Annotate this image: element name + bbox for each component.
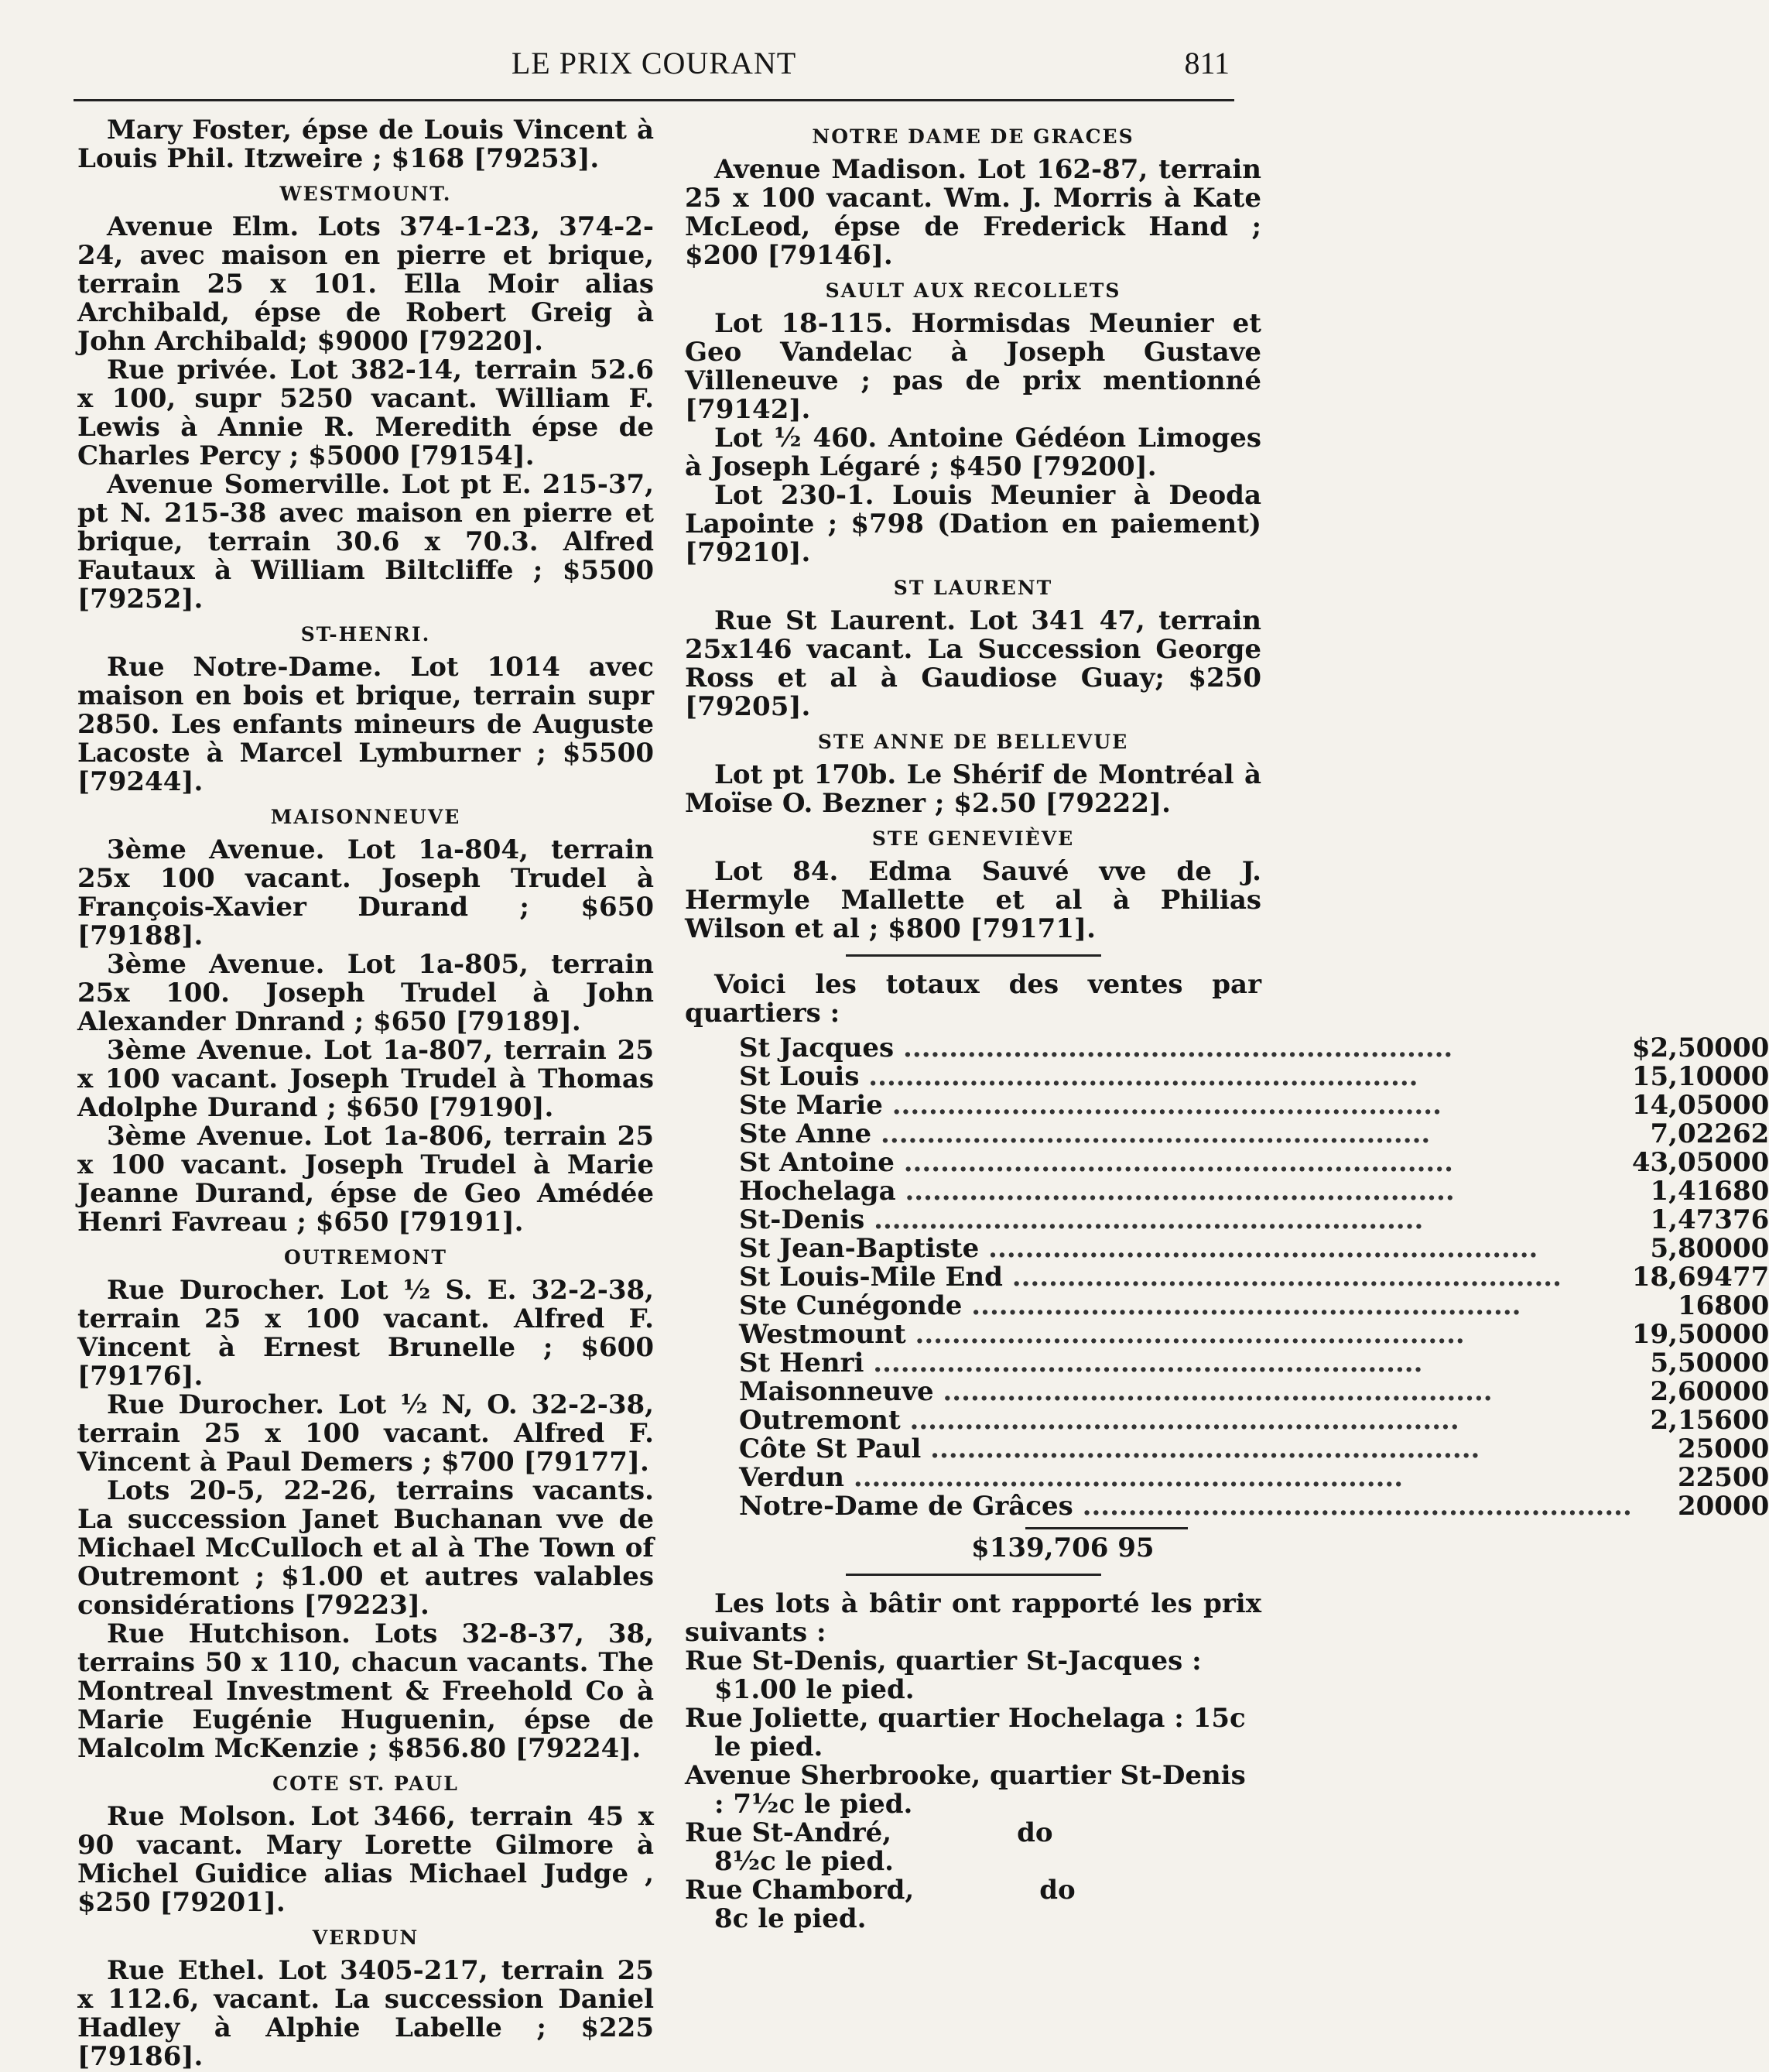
transaction-entry: Rue Durocher. Lot ½ S. E. 32-2-38, terrain 25 x 100 vacant. Alfred F. Vincent à Ernest Brunelle ; $600 [79176].: [77, 1275, 654, 1392]
page-number: 811: [1184, 46, 1230, 80]
ditto-mark: do: [1017, 1817, 1053, 1848]
quarter-cents: 00: [1732, 1033, 1769, 1063]
quarter-name: Hochelaga: [739, 1176, 896, 1207]
totals-row: [739, 1292, 1769, 1320]
leader-dots: ............................................................: [859, 1061, 1418, 1092]
transaction-entry: Mary Foster, épse de Louis Vincent à Louis Phil. Itzweire ; $168 [79253].: [77, 115, 654, 174]
price-per-foot: 8c le pied.: [714, 1903, 867, 1934]
quarter-cents: 80: [1732, 1176, 1769, 1207]
quarter-amount: 7,022: [1650, 1118, 1733, 1149]
transaction-entry: Avenue Elm. Lots 374-1-23, 374-2-24, avec maison en pierre et brique, terrain 25 x 101. Ella Moir alias Archibald, épse de Robert Greig à John Archibald; $9000 [79220].: [77, 211, 654, 357]
totals-row: [739, 1406, 1769, 1435]
transaction-entry: Rue St Laurent. Lot 341 47, terrain 25x146 vacant. La Succession George Ross et al à Gaudiose Guay; $250 [79205].: [685, 605, 1261, 722]
section-divider-2: [846, 1574, 1101, 1576]
section-heading: VERDUN: [312, 1926, 419, 1949]
quarter-cents: 62: [1732, 1118, 1769, 1149]
transaction-entry: Rue Ethel. Lot 3405-217, terrain 25 x 112.6, vacant. La succession Daniel Hadley à Alphie Labelle ; $225 [79186].: [77, 1955, 654, 2072]
leader-dots: ............................................................: [933, 1376, 1493, 1407]
leader-dots: ............................................................: [882, 1090, 1442, 1121]
quarter-name: Ste Marie: [739, 1090, 883, 1121]
quarter-amount: 5,800: [1650, 1233, 1733, 1264]
quarter-name: St Louis-Mile End: [739, 1262, 1003, 1293]
totals-row: [739, 1091, 1769, 1120]
section-heading: NOTRE DAME DE GRACES: [812, 125, 1134, 148]
quarter-name: Ste Cunégonde: [739, 1290, 963, 1321]
quarter-cents: 00: [1732, 1090, 1769, 1121]
right-column: [685, 116, 1769, 1934]
transaction-entry: Rue Hutchison. Lots 32-8-37, 38, terrains 50 x 110, chacun vacants. The Montreal Investment & Freehold Co à Marie Eugénie Huguenin, épse de Malcolm McKenzie ; $856.80 [79224].: [77, 1618, 654, 1764]
section-heading: STE GENEVIÈVE: [871, 827, 1075, 850]
quarter-cents: 00: [1732, 1061, 1769, 1092]
quarter-name: St-Denis: [739, 1204, 865, 1235]
journal-title: LE PRIX COURANT: [511, 46, 797, 80]
totals-row: [739, 1235, 1769, 1263]
transaction-entry: Rue Notre-Dame. Lot 1014 avec maison en bois et brique, terrain supr 2850. Les enfants mineurs de Auguste Lacoste à Marcel Lymburner ; $5500 [79244].: [77, 652, 654, 797]
totals-row: [739, 1435, 1769, 1464]
totals-row: [739, 1177, 1769, 1206]
totals-row: [739, 1263, 1769, 1292]
quarter-amount: $2,500: [1631, 1033, 1733, 1063]
section-heading: OUTREMONT: [284, 1246, 447, 1269]
quarter-name: Outremont: [739, 1405, 901, 1436]
sum-rule: [1025, 1527, 1188, 1529]
quarter-amount: 18,694: [1631, 1262, 1733, 1293]
leader-dots: ............................................................: [979, 1233, 1538, 1264]
leader-dots: ............................................................: [905, 1319, 1465, 1350]
street-text: Rue St-André,: [685, 1817, 892, 1848]
totals-row: [739, 1464, 1769, 1492]
quarter-cents: 00: [1732, 1233, 1769, 1264]
quarter-amount: 2,600: [1650, 1376, 1733, 1407]
quarter-cents: 00: [1732, 1147, 1769, 1178]
totals-row: [739, 1349, 1769, 1378]
quarter-name: Ste Anne: [739, 1118, 872, 1149]
quarter-name: St Jacques: [739, 1033, 895, 1063]
section-heading: SAULT AUX RECOLLETS: [825, 279, 1121, 302]
transaction-entry: 3ème Avenue. Lot 1a-807, terrain 25 x 100 vacant. Joseph Trudel à Thomas Adolphe Durand ; $650 [79190].: [77, 1035, 654, 1123]
quarter-amount: 14,050: [1631, 1090, 1733, 1121]
quarter-name: St Antoine: [739, 1147, 895, 1178]
totals-row: [739, 1492, 1769, 1521]
quarter-name: Verdun: [739, 1462, 845, 1493]
leader-dots: ............................................................: [1073, 1491, 1632, 1522]
transaction-entry: 3ème Avenue. Lot 1a-806, terrain 25 x 100 vacant. Joseph Trudel à Marie Jeanne Durand, épse de Geo Amédée Henri Favreau ; $650 [79191].: [77, 1121, 654, 1238]
section-heading: ST LAURENT: [893, 577, 1053, 599]
lot-price-line: [685, 1704, 1261, 1762]
transaction-entry: Lot pt 170b. Le Shérif de Montréal à Moïse O. Bezner ; $2.50 [79222].: [685, 759, 1261, 819]
transaction-entry: Lot 84. Edma Sauvé vve de J. Hermyle Mallette et al à Philias Wilson et al ; $800 [79171].: [685, 856, 1261, 944]
page-header: [74, 45, 1234, 91]
quarter-cents: 00: [1732, 1433, 1769, 1464]
quarter-cents: 00: [1732, 1319, 1769, 1350]
transaction-entry: Rue privée. Lot 382-14, terrain 52.6 x 100, supr 5250 vacant. William F. Lewis à Annie R. Meredith épse de Charles Percy ; $5000 [79154].: [77, 354, 654, 471]
quarter-cents: 76: [1732, 1204, 1769, 1235]
header-rule: [74, 99, 1234, 101]
leader-dots: ............................................................: [894, 1033, 1453, 1063]
lot-prices: [685, 1590, 1261, 1933]
lot-price-line: [685, 1819, 1261, 1876]
quarter-amount: 168: [1677, 1290, 1733, 1321]
lot-price-line: [685, 1876, 1261, 1933]
section-heading: ST-HENRI.: [300, 623, 431, 646]
totals-row: [739, 1206, 1769, 1235]
lot-price-line: [685, 1647, 1261, 1704]
section-divider: [846, 954, 1101, 957]
leader-dots: ............................................................: [864, 1348, 1423, 1378]
quarter-name: St Henri: [739, 1348, 864, 1378]
transaction-entry: 3ème Avenue. Lot 1a-804, terrain 25x 100 vacant. Joseph Trudel à François-Xavier Durand ; $650 [79188].: [77, 834, 654, 951]
street-text: Rue Chambord,: [685, 1875, 915, 1906]
quarter-amount: 1,416: [1650, 1176, 1733, 1207]
section-heading: STE ANNE DE BELLEVUE: [817, 731, 1129, 753]
leader-dots: ............................................................: [900, 1405, 1459, 1436]
leader-dots: ............................................................: [1002, 1262, 1562, 1293]
transaction-entry: Lot 230-1. Louis Meunier à Deoda Lapointe ; $798 (Dation en paiement) [79210].: [685, 480, 1261, 568]
quarter-cents: 00: [1732, 1491, 1769, 1522]
quarter-cents: 00: [1732, 1405, 1769, 1436]
quarter-cents: 00: [1732, 1290, 1769, 1321]
ditto-mark: do: [1039, 1875, 1076, 1906]
transaction-entry: Rue Durocher. Lot ½ N, O. 32-2-38, terrain 25 x 100 vacant. Alfred F. Vincent à Paul Demers ; $700 [79177].: [77, 1389, 654, 1478]
totals-row: [739, 1034, 1769, 1063]
quarter-cents: 00: [1732, 1462, 1769, 1493]
quarter-amount: 1,473: [1650, 1204, 1733, 1235]
leader-dots: ............................................................: [864, 1204, 1424, 1235]
street-text: Rue Joliette, quartier Hochelaga : 15c le pied.: [685, 1703, 1246, 1762]
leader-dots: ............................................................: [921, 1433, 1480, 1464]
transaction-entry: Lots 20-5, 22-26, terrains vacants. La succession Janet Buchanan vve de Michael McCulloch et al à The Town of Outremont ; $1.00 et autres valables considérations [79223].: [77, 1475, 654, 1621]
quarter-amount: 250: [1677, 1433, 1733, 1464]
quarter-name: St Jean-Baptiste: [739, 1233, 980, 1264]
quarter-amount: 225: [1677, 1462, 1733, 1493]
price-per-foot: 8½c le pied.: [714, 1846, 894, 1877]
totals-row: [739, 1149, 1769, 1177]
quarter-cents: 00: [1732, 1348, 1769, 1378]
transaction-entry: Lot 18-115. Hormisdas Meunier et Geo Vandelac à Joseph Gustave Villeneuve ; pas de prix mentionné [79142].: [685, 308, 1261, 425]
leader-dots: ............................................................: [844, 1462, 1404, 1493]
totals-table: [739, 1034, 1769, 1521]
quarter-cents: 77: [1732, 1262, 1769, 1293]
transaction-entry: Avenue Somerville. Lot pt E. 215-37, pt N. 215-38 avec maison en pierre et brique, terrain 30.6 x 70.3. Alfred Fautaux à William Biltcliffe ; $5500 [79252].: [77, 469, 654, 615]
totals-intro: Voici les totaux des ventes par quartiers :: [685, 969, 1261, 1029]
left-column: [77, 116, 654, 2071]
transaction-entry: Avenue Madison. Lot 162-87, terrain 25 x 100 vacant. Wm. J. Morris à Kate McLeod, épse de Frederick Hand ; $200 [79146].: [685, 154, 1261, 271]
section-heading: WESTMOUNT.: [279, 183, 452, 205]
quarter-cents: 00: [1732, 1376, 1769, 1407]
transaction-entry: Lot ½ 460. Antoine Gédéon Limoges à Joseph Légaré ; $450 [79200].: [685, 423, 1261, 482]
quarter-name: Maisonneuve: [739, 1376, 934, 1407]
quarter-name: Côte St Paul: [739, 1433, 922, 1464]
prices-intro: Les lots à bâtir ont rapporté les prix suivants :: [685, 1588, 1261, 1648]
quarter-name: St Louis: [739, 1061, 860, 1092]
section-heading: MAISONNEUVE: [270, 806, 461, 828]
section-heading: COTE ST. PAUL: [272, 1772, 459, 1795]
totals-row: [739, 1063, 1769, 1091]
quarter-name: Westmount: [739, 1319, 906, 1350]
quarter-amount: 19,500: [1631, 1319, 1733, 1350]
grand-total: $139,706 95: [971, 1533, 1155, 1563]
street-text: Avenue Sherbrooke, quartier St-Denis : 7½c le pied.: [685, 1760, 1246, 1820]
street-text: Rue St-Denis, quartier St-Jacques : $1.00 le pied.: [685, 1646, 1202, 1705]
right-column-entries: [685, 122, 1261, 944]
leader-dots: ............................................................: [894, 1147, 1453, 1178]
transaction-entry: 3ème Avenue. Lot 1a-805, terrain 25x 100. Joseph Trudel à John Alexander Dnrand ; $650 [79189].: [77, 949, 654, 1037]
totals-row: [739, 1120, 1769, 1149]
leader-dots: ............................................................: [871, 1118, 1431, 1149]
leader-dots: ............................................................: [895, 1176, 1455, 1207]
quarter-amount: 2,156: [1650, 1405, 1733, 1436]
quarter-amount: 200: [1677, 1491, 1733, 1522]
quarter-amount: 5,500: [1650, 1348, 1733, 1378]
totals-row: [739, 1378, 1769, 1406]
totals-row: [739, 1320, 1769, 1349]
quarter-name: Notre-Dame de Grâces: [739, 1491, 1073, 1522]
lot-price-line: [685, 1762, 1261, 1819]
quarter-amount: 15,100: [1631, 1061, 1733, 1092]
quarter-amount: 43,050: [1631, 1147, 1733, 1178]
transaction-entry: Rue Molson. Lot 3466, terrain 45 x 90 vacant. Mary Lorette Gilmore à Michel Guidice alias Michael Judge , $250 [79201].: [77, 1801, 654, 1918]
leader-dots: ............................................................: [962, 1290, 1521, 1321]
